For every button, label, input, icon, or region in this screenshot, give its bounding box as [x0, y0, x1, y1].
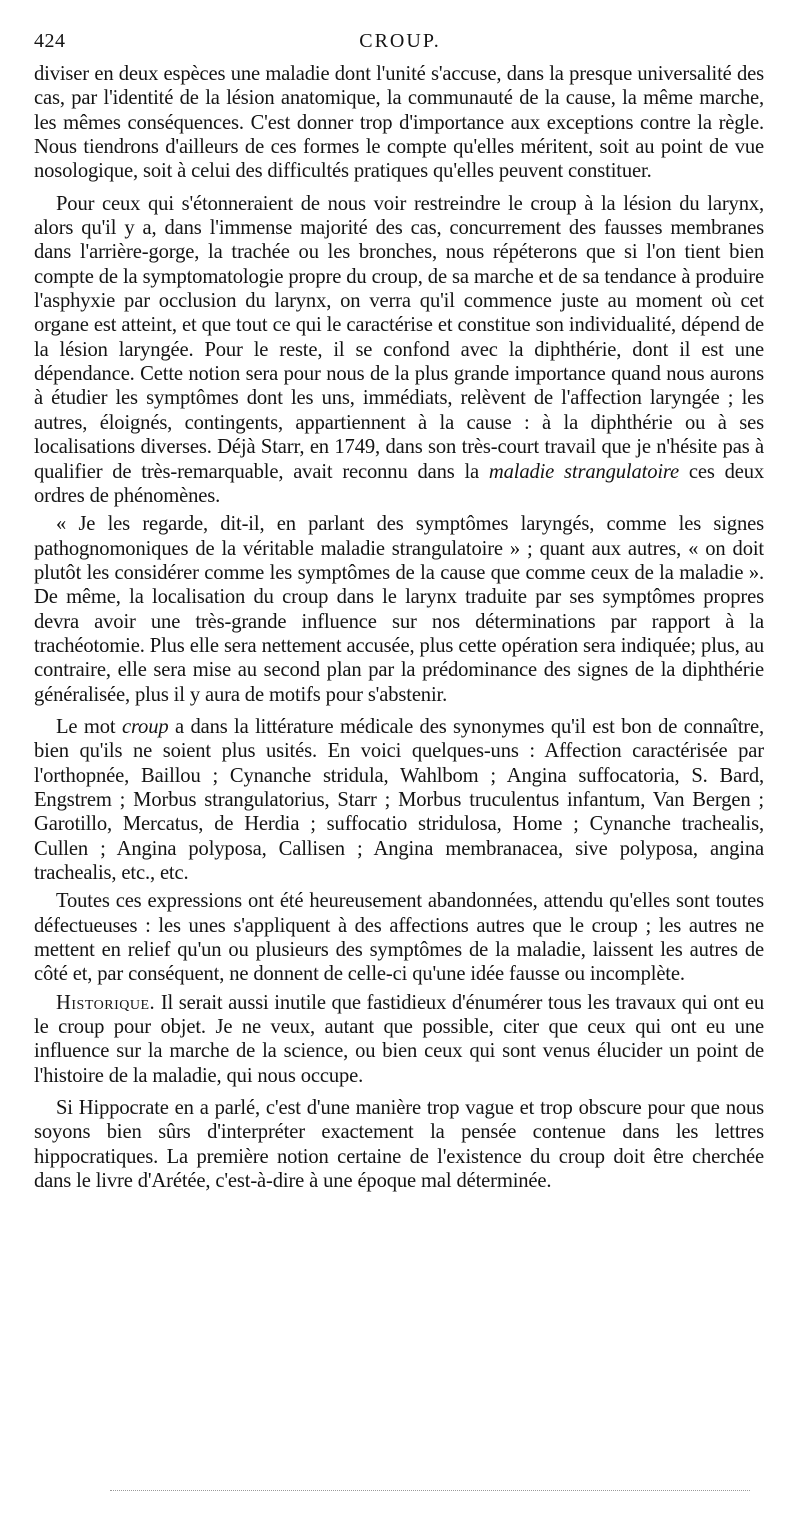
body-text: [34, 62, 764, 1193]
running-title: CROUP.: [359, 30, 441, 52]
section-heading: Historique.: [56, 991, 156, 1014]
paragraph-lead: Le mot: [56, 715, 122, 738]
paragraph-text: Si Hippocrate en a parlé, c'est d'une manière trop vague et trop obscure pour que nous soyons bien sûrs d'interpréter exactement la pensée contenue dans les lettres hippocratiques. La première notion certaine de l'existence du croup doit être cherchée dans le livre d'Arétée, c'est-à-dire à une époque mal déterminée.: [34, 1097, 764, 1193]
paragraph-continuation: [34, 62, 764, 184]
paragraph-synonyms: [34, 715, 764, 885]
paragraph-text: diviser en deux espèces une maladie dont l'unité s'accuse, dans la presque universalité des cas, par l'identité de la lésion anatomique, la communauté de la cause, la même marche, les mêmes conséquences. C'est donner trop d'importance aux exceptions contre la règle. Nous tiendrons d'ailleurs de ces formes le compte qu'elles méritent, soit au point de vue nosologique, soit à celui des difficultés pratiques qu'elles peuvent constituer.: [34, 63, 764, 183]
page-header: [34, 30, 766, 60]
page-number: 424: [34, 30, 66, 52]
paragraph-starr-quote: [34, 512, 764, 707]
italic-term: maladie strangulatoire: [488, 460, 680, 483]
paragraph-tail: ces deux ordres de phénomènes.: [34, 460, 764, 507]
paragraph-expressions: [34, 889, 764, 986]
paragraph-text: Pour ceux qui s'étonneraient de nous voir restreindre le croup à la lésion du larynx, alors qu'il y a, dans l'immense majorité des cas, concurrement des fausses membranes dans l'arrière-gorge, la trachée ou les bronches, nous répéterons que si l'on tient bien compte de la symptomatologie propre du croup, de sa marche et de sa tendance à produire l'asphyxie par occlusion du larynx, on verra qu'il commence juste au moment où cet organe est atteint, et que tout ce qui le caractérise et constitue son individualité, dépend de la lésion laryngée. Pour le reste, il se confond avec la diphthérie, dont il est une dépendance. Cette notion sera pour nous de la plus grande importance quand nous aurons à étudier les symptômes dont les uns, immédiats, relèvent de l'affection laryngée ; les autres, éloignés, contingents, appartiennent à la cause : à la diphthérie ou à ses localisations diverses. Déjà Starr, en 1749, dans son très-court travail que je n'hésite pas à qualifier de très-remarquable, avait reconnu dans la: [34, 192, 764, 483]
paragraph-text: Toutes ces expressions ont été heureusement abandonnées, attendu qu'elles sont toutes défectueuses : les unes s'appliquent à des affections autres que le croup ; les autres ne mettent en relief qu'un ou plusieurs des symptômes de la maladie, laissent les autres de côté et, par conséquent, ne donnent de celle-ci qu'une idée fausse ou incomplète.: [34, 890, 764, 986]
paragraph-text: « Je les regarde, dit-il, en parlant des symptômes laryngés, comme les signes pathognomoniques de la véritable maladie strangulatoire » ; quant aux autres, « on doit plutôt les considérer comme les symptômes de la cause que comme ceux de la maladie ». De même, la localisation du croup dans le larynx traduite par ses symptômes propres devra avoir une très-grande influence sur nos déterminations par rapport à la trachéotomie. Plus elle sera nettement accusée, plus cette opération sera indiquée; plus, au contraire, elle sera mise au second plan par la prédominance des signes de la diphthérie généralisée, plus il y aura de motifs pour s'abstenir.: [34, 513, 764, 706]
paragraph-hippocrate: [34, 1096, 764, 1193]
footer-rule: [110, 1490, 750, 1491]
paragraph-text: a dans la littérature médicale des synonymes qu'il est bon de connaître, bien qu'ils ne soient plus usités. En voici quelques-uns : Affection caractérisée par l'orthopnée, Baillou ; Cynanche stridula, Wahlbom ; Angina suffocatoria, S. Bard, Engstrem ; Morbus strangulatorius, Starr ; Morbus truculentus infantum, Van Bergen ; Garotillo, Mercatus, de Herdia ; suffocatio stridulosa, Home ; Cynanche trachealis, Cullen ; Angina polyposa, Callisen ; Angina membranacea, sive polyposa, angina trachealis, etc., etc.: [34, 715, 764, 884]
italic-term: croup: [121, 715, 169, 738]
paragraph-historique: [34, 991, 764, 1088]
paragraph-text: Il serait aussi inutile que fastidieux d'énumérer tous les travaux qui ont eu le croup pour objet. Je ne veux, autant que possible, citer que ceux qui ont eu une influence sur la marche de la science, ou bien ceux qui sont venus élucider un point de l'histoire de la maladie, qui nous occupe.: [34, 991, 764, 1087]
paragraph-larynx-lesion: [34, 192, 764, 508]
